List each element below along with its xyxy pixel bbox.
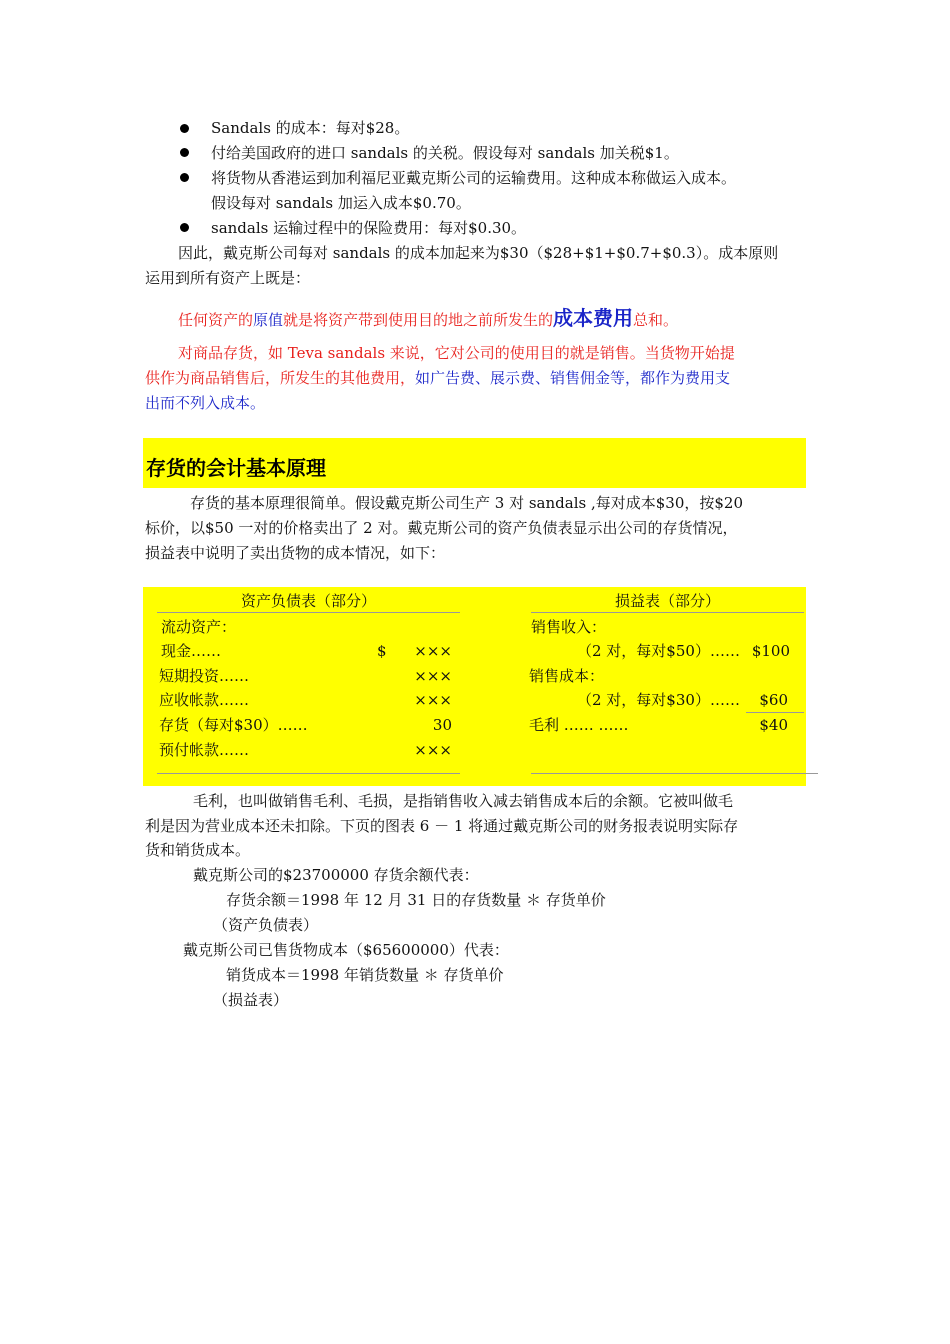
bullet-item: Sandals 的成本：每对$28。 <box>211 119 410 137</box>
inventory-note-line <box>145 368 730 388</box>
income-statement-value: $100 <box>751 642 790 660</box>
principle-text: 任何资产的 <box>178 311 254 329</box>
intro-line: 存货的基本原理很简单。假设戴克斯公司生产 3 对 sandals ,每对成本$30，按$20 <box>190 494 743 512</box>
gross-profit-line: 毛利，也叫做销售毛利、毛损，是指销售收入减去销售成本后的余额。它被叫做毛 <box>193 792 734 810</box>
summary-line: 因此，戴克斯公司每对 sandals 的成本加起来为$30（$28+$1+$0.7+$0.3）。成本原则 <box>178 244 779 262</box>
bullet-icon <box>180 148 189 157</box>
inventory-note-line: 对商品存货，如 Teva sandals 来说，它对公司的使用目的就是销售。当货物开始提 <box>178 344 735 362</box>
income-statement-label: （2 对，每对$50）…… <box>577 642 740 660</box>
balance-sheet-currency: $ <box>377 642 387 660</box>
income-statement-label: （2 对，每对$30）…… <box>577 691 740 709</box>
income-statement-value: $40 <box>759 716 788 734</box>
intro-line: 标价，以$50 一对的价格卖出了 2 对。戴克斯公司的资产负债表显示出公司的存货情况， <box>145 519 738 537</box>
principle-text: 原值 <box>253 311 284 329</box>
bullet-item-continuation: 假设每对 sandals 加运入成本$0.70。 <box>211 194 471 212</box>
bullet-item: 将货物从香港运到加利福尼亚戴克斯公司的运输费用。这种成本称做运入成本。 <box>211 169 737 187</box>
income-statement-label: 毛利 …… …… <box>529 716 629 734</box>
divider <box>746 712 804 713</box>
income-statement-value: $60 <box>759 691 788 709</box>
principle-text: 总和。 <box>633 311 679 329</box>
bullet-icon <box>180 124 189 133</box>
inventory-balance-intro: 戴克斯公司的$23700000 存货余额代表： <box>193 866 479 884</box>
income-statement-label: 销售收入： <box>531 618 607 636</box>
inventory-note-text: 供作为商品销售后，所发生的其他费用， <box>145 369 416 387</box>
summary-line: 运用到所有资产上既是： <box>145 269 311 287</box>
cogs-source: （损益表） <box>213 991 289 1009</box>
principle-emphasis: 成本费用 <box>553 306 634 330</box>
balance-sheet-label: 应收帐款…… <box>159 691 250 709</box>
bullet-item: 付给美国政府的进口 sandals 的关税。假设每对 sandals 加关税$1。 <box>211 144 679 162</box>
inventory-note-text: 如广告费、展示费、销售佣金等，都作为费用支 <box>415 369 731 387</box>
divider <box>531 612 804 613</box>
gross-profit-line: 利是因为营业成本还未扣除。下页的图表 6 － 1 将通过戴克斯公司的财务报表说明实际存 <box>145 817 739 835</box>
bullet-icon <box>180 173 189 182</box>
balance-sheet-value: ××× <box>414 642 452 660</box>
balance-sheet-title: 资产负债表（部分） <box>240 592 376 610</box>
income-statement-label: 销售成本： <box>529 667 605 685</box>
inventory-note-line: 出而不列入成本。 <box>145 394 266 412</box>
divider <box>157 612 460 613</box>
cogs-formula: 销货成本＝1998 年销货数量 ＊ 存货单价 <box>226 966 504 984</box>
balance-sheet-value: 30 <box>432 716 452 734</box>
cost-principle <box>178 305 678 333</box>
balance-sheet-value: ××× <box>414 741 452 759</box>
income-statement-title: 损益表（部分） <box>614 592 720 610</box>
inventory-balance-formula: 存货余额＝1998 年 12 月 31 日的存货数量 ＊ 存货单价 <box>226 891 606 909</box>
divider <box>531 773 818 774</box>
bullet-item: sandals 运输过程中的保险费用：每对$0.30。 <box>211 219 527 237</box>
intro-line: 损益表中说明了卖出货物的成本情况，如下： <box>145 544 446 562</box>
inventory-balance-source: （资产负债表） <box>213 916 319 934</box>
balance-sheet-header: 流动资产： <box>161 618 237 636</box>
bullet-icon <box>180 223 189 232</box>
section-heading: 存货的会计基本原理 <box>146 456 326 480</box>
gross-profit-line: 货和销货成本。 <box>145 841 251 859</box>
principle-text: 就是将资产带到使用目的地之前所发生的 <box>283 311 554 329</box>
balance-sheet-value: ××× <box>414 667 452 685</box>
balance-sheet-label: 预付帐款…… <box>159 741 250 759</box>
balance-sheet-label: 短期投资…… <box>159 667 250 685</box>
cogs-intro: 戴克斯公司已售货物成本（$65600000）代表： <box>183 941 509 959</box>
balance-sheet-value: ××× <box>414 691 452 709</box>
divider <box>157 773 460 774</box>
balance-sheet-label: 现金…… <box>161 642 222 660</box>
balance-sheet-label: 存货（每对$30）…… <box>159 716 308 734</box>
